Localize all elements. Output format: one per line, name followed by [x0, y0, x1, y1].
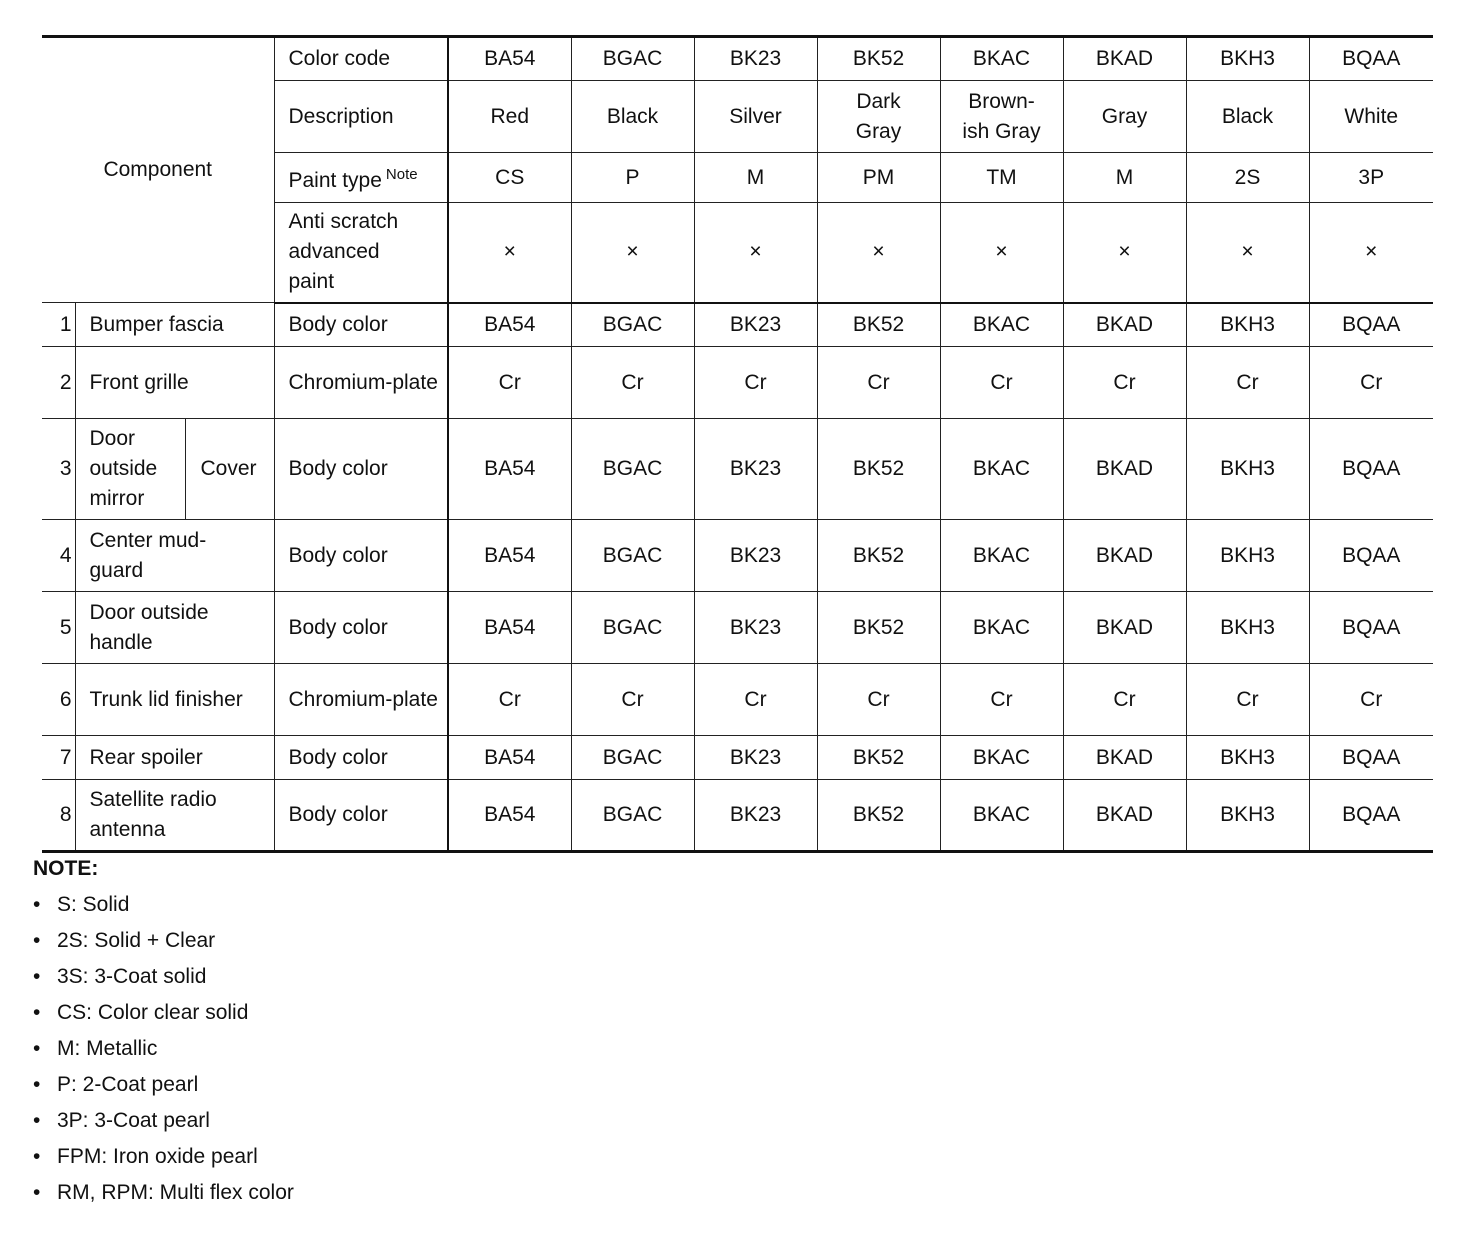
color-value-cell: BQAA [1309, 303, 1433, 347]
bullet-icon: • [33, 929, 41, 952]
paint-color-table [42, 35, 1433, 853]
color-value-cell: Cr [1063, 347, 1186, 419]
description-cell: Brown-ish Gray [940, 81, 1063, 153]
note-text: 3S: 3-Coat solid [57, 965, 207, 988]
note-text: CS: Color clear solid [57, 1001, 249, 1024]
color-value-cell: Cr [940, 347, 1063, 419]
color-value-cell: BGAC [571, 303, 694, 347]
color-value-cell: BK52 [817, 419, 940, 520]
color-value-cell: BK23 [694, 592, 817, 664]
component-name: Satellite radio antenna [75, 780, 274, 852]
color-value-cell: Cr [571, 347, 694, 419]
color-value-cell: Cr [1309, 664, 1433, 736]
component-row [42, 736, 1433, 780]
note-item [33, 1179, 294, 1215]
notes-list [33, 891, 294, 1215]
note-text: RM, RPM: Multi flex color [57, 1181, 294, 1204]
color-value-cell: BA54 [448, 736, 571, 780]
row-number: 1 [42, 303, 75, 347]
description-cell: Red [448, 81, 571, 153]
color-value-cell: BK52 [817, 780, 940, 852]
color-value-cell: BA54 [448, 520, 571, 592]
finish-type: Body color [274, 303, 448, 347]
component-subpart: Cover [185, 419, 274, 520]
notes-title: NOTE: [33, 857, 99, 880]
paint-type-note-ref: Note [385, 165, 418, 183]
color-value-cell: BA54 [448, 303, 571, 347]
color-value-cell: BK52 [817, 736, 940, 780]
color-value-cell: BKAD [1063, 520, 1186, 592]
color-code-cell: BQAA [1309, 37, 1433, 81]
color-value-cell: Cr [571, 664, 694, 736]
note-text: M: Metallic [57, 1037, 158, 1060]
bullet-icon: • [33, 1037, 41, 1060]
color-value-cell: BKAC [940, 303, 1063, 347]
component-row [42, 303, 1433, 347]
description-cell: Gray [1063, 81, 1186, 153]
color-code-cell: BA54 [448, 37, 571, 81]
anti-scratch-mark: × [448, 203, 571, 303]
anti-scratch-mark: × [817, 203, 940, 303]
component-row [42, 592, 1433, 664]
color-value-cell: BKH3 [1186, 736, 1309, 780]
note-text: P: 2-Coat pearl [57, 1073, 199, 1096]
component-name: Door outside handle [75, 592, 274, 664]
color-value-cell: Cr [817, 347, 940, 419]
color-value-cell: BKAC [940, 780, 1063, 852]
paint-type-cell: M [1063, 153, 1186, 203]
color-value-cell: BK52 [817, 520, 940, 592]
color-value-cell: BKH3 [1186, 419, 1309, 520]
color-value-cell: BKAC [940, 419, 1063, 520]
color-code-cell: BGAC [571, 37, 694, 81]
row-number: 2 [42, 347, 75, 419]
bullet-icon: • [33, 1073, 41, 1096]
row-number: 8 [42, 780, 75, 852]
finish-type: Body color [274, 419, 448, 520]
color-value-cell: Cr [448, 664, 571, 736]
bullet-icon: • [33, 1001, 41, 1024]
description-cell: Black [1186, 81, 1309, 153]
color-value-cell: BQAA [1309, 780, 1433, 852]
bullet-icon: • [33, 1109, 41, 1132]
color-code-cell: BKAD [1063, 37, 1186, 81]
color-code-cell: BK23 [694, 37, 817, 81]
component-row [42, 347, 1433, 419]
paint-type-label [274, 153, 448, 203]
row-number: 5 [42, 592, 75, 664]
color-value-cell: BK23 [694, 303, 817, 347]
color-value-cell: BK23 [694, 736, 817, 780]
component-row [42, 520, 1433, 592]
color-value-cell: BKH3 [1186, 303, 1309, 347]
note-item [33, 1071, 294, 1107]
color-value-cell: BQAA [1309, 419, 1433, 520]
color-value-cell: BK23 [694, 520, 817, 592]
note-item [33, 1107, 294, 1143]
anti-scratch-mark: × [1309, 203, 1433, 303]
paint-type-cell: PM [817, 153, 940, 203]
description-cell: Silver [694, 81, 817, 153]
description-cell: Black [571, 81, 694, 153]
color-value-cell: BA54 [448, 592, 571, 664]
finish-type: Body color [274, 736, 448, 780]
note-item [33, 963, 294, 999]
finish-type: Body color [274, 592, 448, 664]
paint-type-cell: 2S [1186, 153, 1309, 203]
color-value-cell: BQAA [1309, 736, 1433, 780]
color-value-cell: Cr [448, 347, 571, 419]
component-row [42, 780, 1433, 852]
color-value-cell: BKAC [940, 592, 1063, 664]
description-cell: Dark Gray [817, 81, 940, 153]
color-value-cell: BKAD [1063, 780, 1186, 852]
color-code-row [42, 37, 1433, 81]
finish-type: Chromium-plate [274, 347, 448, 419]
paint-type-cell: TM [940, 153, 1063, 203]
color-value-cell: BK52 [817, 303, 940, 347]
color-value-cell: BGAC [571, 736, 694, 780]
anti-scratch-mark: × [1186, 203, 1309, 303]
component-name: Trunk lid finisher [75, 664, 274, 736]
color-value-cell: BKH3 [1186, 520, 1309, 592]
color-value-cell: BK23 [694, 780, 817, 852]
color-value-cell: BKAD [1063, 736, 1186, 780]
color-value-cell: BA54 [448, 780, 571, 852]
color-value-cell: BK52 [817, 592, 940, 664]
note-item [33, 1035, 294, 1071]
color-value-cell: BQAA [1309, 520, 1433, 592]
anti-scratch-mark: × [1063, 203, 1186, 303]
color-value-cell: Cr [1063, 664, 1186, 736]
row-number: 6 [42, 664, 75, 736]
note-text: S: Solid [57, 893, 130, 916]
bullet-icon: • [33, 1145, 41, 1168]
row-number: 7 [42, 736, 75, 780]
color-value-cell: BQAA [1309, 592, 1433, 664]
color-value-cell: Cr [1309, 347, 1433, 419]
color-value-cell: BK23 [694, 419, 817, 520]
finish-type: Body color [274, 780, 448, 852]
note-item [33, 927, 294, 963]
color-value-cell: BKAC [940, 520, 1063, 592]
description-label: Description [274, 81, 448, 153]
color-value-cell: Cr [817, 664, 940, 736]
bullet-icon: • [33, 893, 41, 916]
bullet-icon: • [33, 1181, 41, 1204]
color-code-cell: BK52 [817, 37, 940, 81]
component-row [42, 419, 1433, 520]
color-value-cell: Cr [694, 664, 817, 736]
paint-type-cell: CS [448, 153, 571, 203]
color-code-cell: BKAC [940, 37, 1063, 81]
component-name: Door outside mirror [75, 419, 185, 520]
color-value-cell: BGAC [571, 419, 694, 520]
component-name: Front grille [75, 347, 274, 419]
color-value-cell: BKAD [1063, 592, 1186, 664]
paint-type-cell: M [694, 153, 817, 203]
color-value-cell: BKAD [1063, 419, 1186, 520]
color-value-cell: BKAC [940, 736, 1063, 780]
paint-type-text: Paint type [288, 168, 382, 192]
note-text: 3P: 3-Coat pearl [57, 1109, 210, 1132]
finish-type: Chromium-plate [274, 664, 448, 736]
color-value-cell: BKAD [1063, 303, 1186, 347]
bullet-icon: • [33, 965, 41, 988]
color-code-label: Color code [274, 37, 448, 81]
component-name: Center mud-guard [75, 520, 274, 592]
note-item [33, 891, 294, 927]
color-value-cell: BKH3 [1186, 592, 1309, 664]
color-value-cell: BGAC [571, 520, 694, 592]
note-item [33, 1143, 294, 1179]
anti-scratch-label: Anti scratch advanced paint [274, 203, 448, 303]
color-value-cell: BGAC [571, 592, 694, 664]
anti-scratch-mark: × [571, 203, 694, 303]
color-value-cell: Cr [694, 347, 817, 419]
component-name: Bumper fascia [75, 303, 274, 347]
color-value-cell: BGAC [571, 780, 694, 852]
note-text: 2S: Solid + Clear [57, 929, 216, 952]
color-value-cell: Cr [1186, 664, 1309, 736]
row-number: 3 [42, 419, 75, 520]
component-row [42, 664, 1433, 736]
component-header: Component [42, 37, 274, 303]
color-value-cell: BKH3 [1186, 780, 1309, 852]
description-cell: White [1309, 81, 1433, 153]
color-value-cell: Cr [940, 664, 1063, 736]
anti-scratch-mark: × [694, 203, 817, 303]
finish-type: Body color [274, 520, 448, 592]
note-item [33, 999, 294, 1035]
row-number: 4 [42, 520, 75, 592]
paint-type-cell: 3P [1309, 153, 1433, 203]
note-text: FPM: Iron oxide pearl [57, 1145, 258, 1168]
notes-section [33, 855, 294, 1215]
paint-type-cell: P [571, 153, 694, 203]
color-value-cell: Cr [1186, 347, 1309, 419]
color-code-cell: BKH3 [1186, 37, 1309, 81]
color-value-cell: BA54 [448, 419, 571, 520]
component-name: Rear spoiler [75, 736, 274, 780]
anti-scratch-mark: × [940, 203, 1063, 303]
